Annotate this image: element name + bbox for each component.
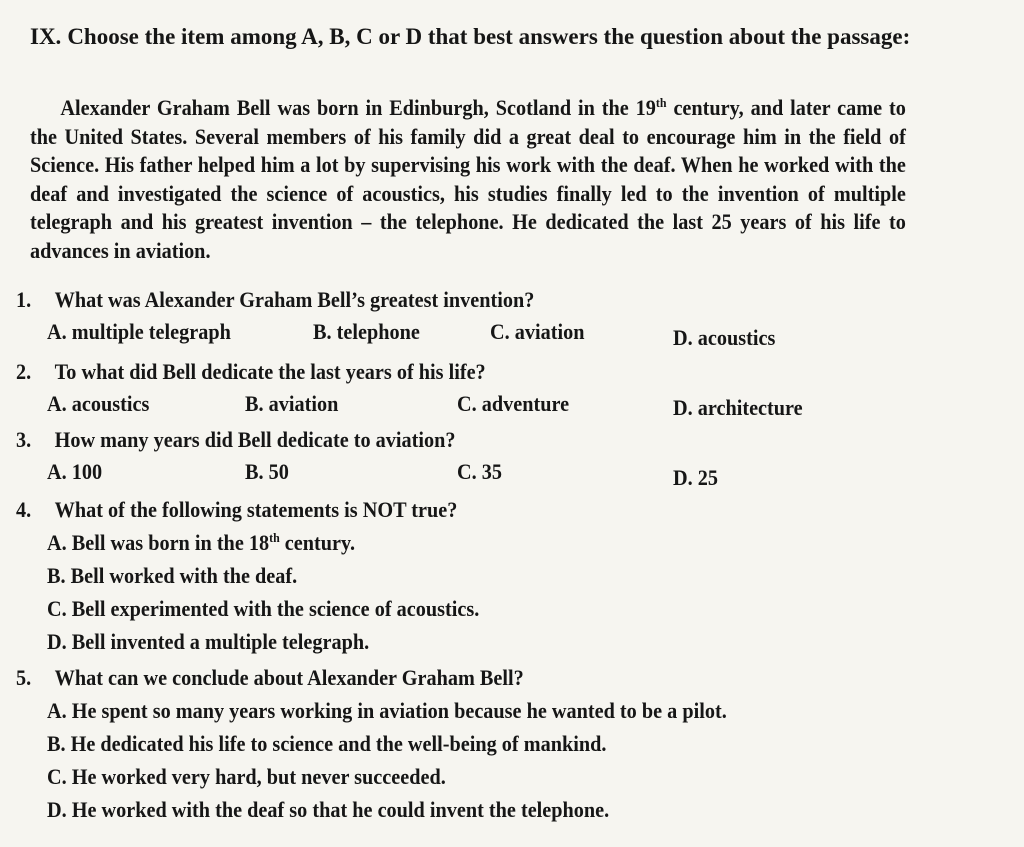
question-number: 4. (16, 497, 32, 522)
question-stem (16, 356, 899, 388)
section-number: IX. (30, 24, 62, 49)
option-a[interactable]: A. He spent so many years working in aviation because he wanted to be a pilot. (47, 698, 727, 723)
passage-text-rest: century, and later came to the United States. Several members of his family did a great deal to encourage him in the field of Science. His father helped him a lot by supervising his work with the deaf. When he worked with the deaf and investigated the science of acoustics, his studies finally led to the invention of multiple telegraph and his greatest invention – the telephone. He dedicated the last 25 years of his life to advances in aviation. (30, 95, 906, 263)
question-text: To what did Bell dedicate the last years of his life? (54, 359, 486, 384)
answer-options (16, 316, 976, 350)
question-3 (16, 424, 976, 490)
question-4 (16, 494, 976, 658)
question-stem (16, 662, 899, 694)
question-2 (16, 356, 976, 422)
option-a[interactable]: A. acoustics (47, 391, 150, 416)
section-heading (30, 22, 1000, 52)
answer-options (16, 456, 976, 490)
question-stem (16, 494, 899, 526)
option-c[interactable]: C. Bell experimented with the science of acoustics. (47, 596, 480, 621)
question-1 (16, 284, 976, 350)
option-c[interactable]: C. adventure (457, 391, 570, 416)
option-b[interactable]: B. telephone (313, 319, 420, 344)
option-d[interactable]: D. 25 (673, 465, 718, 490)
question-text: How many years did Bell dedicate to aviation? (54, 427, 456, 452)
option-a[interactable]: A. multiple telegraph (47, 319, 231, 344)
option-a-superscript: th (269, 530, 280, 545)
option-b[interactable]: B. He dedicated his life to science and the well-being of mankind. (47, 731, 607, 756)
option-d[interactable]: D. acoustics (673, 325, 776, 350)
answer-options (16, 388, 976, 422)
question-number: 3. (16, 427, 32, 452)
option-d[interactable]: D. Bell invented a multiple telegraph. (47, 629, 370, 654)
option-d[interactable]: D. architecture (673, 395, 803, 420)
option-a-text-start: A. Bell was born in the 18 (47, 530, 270, 555)
reading-passage (30, 94, 906, 266)
option-a-text-end: century. (279, 530, 356, 555)
section-instruction: Choose the item among A, B, C or D that best answers the question about the passage: (67, 24, 911, 49)
option-c[interactable]: C. He worked very hard, but never succeeded. (47, 764, 446, 789)
question-stem (16, 424, 899, 456)
option-c[interactable]: C. 35 (457, 459, 502, 484)
question-5 (16, 662, 976, 826)
question-number: 1. (16, 287, 32, 312)
question-text: What can we conclude about Alexander Graham Bell? (54, 665, 524, 690)
question-stem (16, 284, 899, 316)
option-a[interactable]: A. 100 (47, 459, 103, 484)
option-b[interactable]: B. Bell worked with the deaf. (47, 563, 298, 588)
question-text: What was Alexander Graham Bell’s greatest invention? (54, 287, 535, 312)
option-b[interactable]: B. 50 (245, 459, 289, 484)
question-text: What of the following statements is NOT true? (54, 497, 458, 522)
question-number: 5. (16, 665, 32, 690)
option-a[interactable] (47, 526, 902, 559)
option-b[interactable]: B. aviation (245, 391, 339, 416)
passage-superscript: th (655, 95, 667, 110)
option-c[interactable]: C. aviation (490, 319, 585, 344)
passage-text-start: Alexander Graham Bell was born in Edinburgh, Scotland in the 19 (60, 95, 656, 120)
option-d[interactable]: D. He worked with the deaf so that he could invent the telephone. (47, 797, 610, 822)
question-number: 2. (16, 359, 32, 384)
